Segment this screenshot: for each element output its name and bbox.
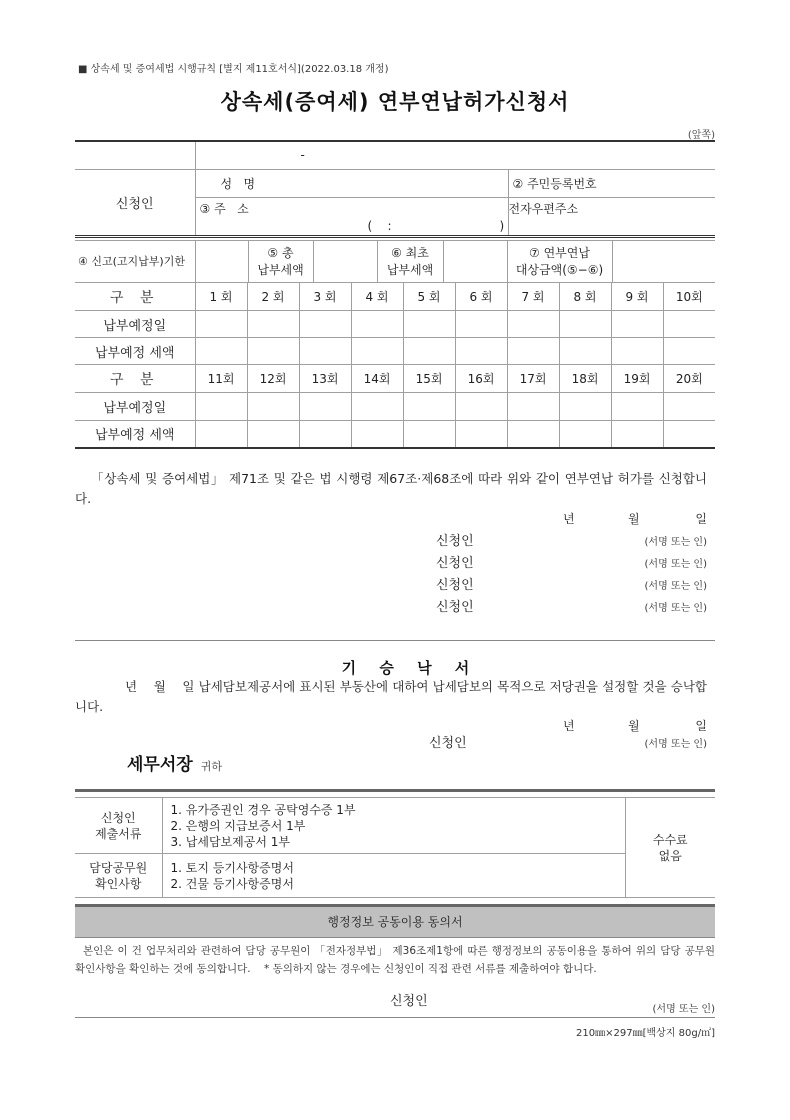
page-side-label: (앞쪽)	[687, 130, 715, 141]
list-item: 2. 은행의 지급보증서 1부	[170, 818, 306, 833]
email-field[interactable]	[508, 197, 715, 236]
amount-cell[interactable]	[351, 338, 403, 365]
due-date-cell[interactable]	[195, 311, 247, 338]
applicant-docs-label	[75, 798, 162, 854]
page-title: 상속세(증여세) 연부연납허가신청서	[220, 90, 570, 114]
deadline-label: ④ 신고(고지납부)기한	[75, 241, 195, 283]
admin-consent-title: 행정정보 공동이용 동의서	[75, 904, 715, 938]
due-date-label: 납부예정일	[75, 393, 195, 421]
admin-consent-signature-field[interactable]: (서명 또는 인)	[652, 1004, 715, 1015]
official-check-label	[75, 854, 162, 898]
addressee-suffix: 귀하	[200, 760, 222, 773]
date-month-field[interactable]: 월	[628, 719, 640, 733]
admin-consent-signer-label: 신청인	[390, 994, 428, 1009]
amount-cell[interactable]	[351, 421, 403, 448]
date-year-field[interactable]: 년	[563, 512, 575, 526]
declaration-date	[75, 510, 707, 528]
applicant-docs-row	[75, 798, 715, 854]
applicant-table	[75, 140, 715, 238]
amount-cell[interactable]	[403, 421, 455, 448]
round-label: 4 회	[351, 283, 403, 311]
initial-tax-label-line2: 납부세액	[386, 262, 434, 277]
round-label: 20회	[663, 365, 715, 393]
initial-tax-field[interactable]	[443, 241, 507, 283]
amount-cell[interactable]	[507, 338, 559, 365]
date-day-field[interactable]: 일	[695, 512, 707, 526]
round-label: 15회	[403, 365, 455, 393]
due-date-cell[interactable]	[455, 311, 507, 338]
signer-row	[75, 530, 707, 552]
round-label: 19회	[611, 365, 663, 393]
date-month-field[interactable]: 월	[628, 512, 640, 526]
total-tax-label	[248, 241, 313, 283]
rrn-field[interactable]	[508, 169, 715, 197]
signer-label: 신청인	[436, 578, 474, 593]
round-label: 13회	[299, 365, 351, 393]
due-date-cell[interactable]	[351, 311, 403, 338]
applicant-docs-label-line2: 제출서류	[95, 826, 142, 841]
schedule-header-row	[75, 283, 715, 311]
phone-open-paren: (	[367, 218, 373, 233]
category-label: 구 분	[75, 365, 195, 393]
signature-field[interactable]: (서명 또는 인)	[644, 559, 707, 570]
due-date-cell[interactable]	[195, 393, 247, 421]
paper-spec: 210㎜×297㎜[백상지 80g/㎡]	[576, 1028, 715, 1039]
documents-table	[75, 797, 715, 898]
signer-label: 신청인	[436, 556, 474, 571]
official-check-row	[75, 854, 715, 898]
amount-cell[interactable]	[455, 421, 507, 448]
round-label: 16회	[455, 365, 507, 393]
list-item: 1. 유가증권인 경우 공탁영수증 1부	[170, 802, 356, 817]
admin-consent-text: 본인은 이 건 업무처리와 관련하여 담당 공무원이 「전자정부법」 제36조제1항에 따른 행정정보의 공동이용을 통하여 위의 담당 공무원 확인사항을 확인하는 것에 동의합니다. * 동의하지 않는 경우에는 신청인이 직접 관련 서류를 제출하여야 합니다.	[75, 945, 719, 975]
due-date-cell[interactable]	[403, 393, 455, 421]
due-date-cell[interactable]	[559, 393, 611, 421]
signature-field[interactable]: (서명 또는 인)	[644, 581, 707, 592]
fee-cell	[625, 798, 715, 898]
address-label: ③ 주 소	[199, 201, 249, 216]
amount-cell[interactable]	[195, 338, 247, 365]
name-label: 성 명	[220, 176, 256, 191]
due-date-cell[interactable]	[507, 393, 559, 421]
tax-summary-table	[75, 240, 715, 283]
tax-summary-row	[75, 241, 715, 283]
round-label: 18회	[559, 365, 611, 393]
signer-label: 신청인	[436, 534, 474, 549]
amount-cell[interactable]	[403, 338, 455, 365]
round-label: 8 회	[559, 283, 611, 311]
list-item: 1. 토지 등기사항증명서	[170, 860, 294, 875]
installment-target-label-line2: 대상금액(⑤−⑥)	[515, 262, 604, 277]
applicant-section-label: 신청인	[75, 169, 195, 236]
official-check-list	[162, 854, 625, 898]
signer-row	[75, 596, 707, 618]
due-date-cell[interactable]	[559, 311, 611, 338]
amount-cell[interactable]	[195, 421, 247, 448]
initial-tax-label-line1: ⑥ 최초	[391, 245, 429, 260]
address-field[interactable]	[195, 197, 508, 236]
applicant-top-label-cell	[75, 141, 195, 169]
due-date-row	[75, 393, 715, 421]
due-date-cell[interactable]	[611, 393, 663, 421]
installment-target-field[interactable]	[612, 241, 715, 283]
amount-label: 납부예정 세액	[75, 338, 195, 365]
due-date-cell[interactable]	[663, 393, 715, 421]
signer-label: 신청인	[436, 600, 474, 615]
due-date-label: 납부예정일	[75, 311, 195, 338]
list-item: 3. 납세담보제공서 1부	[170, 834, 290, 849]
initial-tax-label	[377, 241, 443, 283]
round-label: 9 회	[611, 283, 663, 311]
due-date-row	[75, 311, 715, 338]
addressee	[127, 750, 222, 775]
due-date-cell[interactable]	[403, 311, 455, 338]
amount-row	[75, 421, 715, 448]
round-label: 6 회	[455, 283, 507, 311]
round-label: 5 회	[403, 283, 455, 311]
tax-office-label: 세무서장	[127, 755, 193, 775]
deadline-field[interactable]	[195, 241, 248, 283]
email-label: 전자우편주소	[508, 201, 579, 216]
due-date-cell[interactable]	[247, 393, 299, 421]
signer-row	[75, 552, 707, 574]
amount-cell[interactable]	[247, 338, 299, 365]
applicant-top-row	[75, 141, 715, 169]
due-date-cell[interactable]	[299, 393, 351, 421]
declaration-text: 「상속세 및 증여세법」 제71조 및 같은 법 시행령 제67조·제68조에 따라 위와 같이 연부연납 허가를 신청합니다.	[75, 471, 707, 506]
date-day-field[interactable]: 일	[695, 719, 707, 733]
category-label: 구 분	[75, 283, 195, 311]
signature-field[interactable]: (서명 또는 인)	[644, 739, 707, 750]
signature-field[interactable]: (서명 또는 인)	[644, 603, 707, 614]
round-label: 2 회	[247, 283, 299, 311]
round-label: 17회	[507, 365, 559, 393]
amount-cell[interactable]	[559, 421, 611, 448]
due-date-cell[interactable]	[663, 311, 715, 338]
amount-cell[interactable]	[663, 421, 715, 448]
round-label: 1 회	[195, 283, 247, 311]
applicant-top-field[interactable]: -	[195, 141, 715, 169]
round-label: 7 회	[507, 283, 559, 311]
total-tax-field[interactable]	[313, 241, 377, 283]
round-label: 11회	[195, 365, 247, 393]
name-field[interactable]	[195, 169, 508, 197]
fee-value: 없음	[658, 848, 682, 863]
amount-cell[interactable]	[455, 338, 507, 365]
signer-row	[75, 574, 707, 596]
amount-cell[interactable]	[611, 338, 663, 365]
schedule-header-row	[75, 365, 715, 393]
applicant-name-row	[75, 169, 715, 197]
form-reference: ■ 상속세 및 증여세법 시행규칙 [별지 제11호서식](2022.03.18 개정)	[78, 64, 389, 75]
round-label: 12회	[247, 365, 299, 393]
phone-close-paren: )	[499, 218, 505, 233]
amount-cell[interactable]	[611, 421, 663, 448]
amount-cell[interactable]	[507, 421, 559, 448]
round-label: 3 회	[299, 283, 351, 311]
signature-field[interactable]: (서명 또는 인)	[644, 537, 707, 548]
amount-cell[interactable]	[559, 338, 611, 365]
amount-cell[interactable]	[299, 338, 351, 365]
due-date-cell[interactable]	[507, 311, 559, 338]
total-tax-label-line2: 납부세액	[257, 262, 304, 277]
installment-target-label	[507, 241, 612, 283]
amount-cell[interactable]	[299, 421, 351, 448]
due-date-cell[interactable]	[299, 311, 351, 338]
consent-letter-title: 기 승 낙 서	[341, 659, 479, 677]
bottom-divider	[75, 1017, 715, 1018]
installment-target-label-line1: ⑦ 연부연납	[529, 245, 590, 260]
total-tax-label-line1: ⑤ 총	[267, 245, 294, 260]
signer-label: 신청인	[429, 736, 467, 751]
phone-separator: :	[387, 218, 392, 233]
applicant-docs-label-line1: 신청인	[100, 810, 136, 825]
amount-cell[interactable]	[247, 421, 299, 448]
due-date-cell[interactable]	[351, 393, 403, 421]
due-date-cell[interactable]	[611, 311, 663, 338]
applicant-docs-list	[162, 798, 625, 854]
round-label: 10회	[663, 283, 715, 311]
amount-row	[75, 338, 715, 365]
payment-schedule-table	[75, 282, 715, 449]
rrn-label: ② 주민등록번호	[512, 176, 597, 191]
official-check-label-line2: 확인사항	[95, 876, 142, 891]
amount-cell[interactable]	[663, 338, 715, 365]
date-year-field[interactable]: 년	[563, 719, 575, 733]
phone-field[interactable]	[200, 218, 508, 235]
official-check-label-line1: 담당공무원	[89, 860, 148, 875]
section-divider	[75, 640, 715, 641]
due-date-cell[interactable]	[455, 393, 507, 421]
round-label: 14회	[351, 365, 403, 393]
consent-letter-text: 년 월 일 납세담보제공서에 표시된 부동산에 대하여 납세담보의 목적으로 저당권을 설정할 것을 승낙합니다.	[75, 679, 707, 714]
amount-label: 납부예정 세액	[75, 421, 195, 448]
fee-label: 수수료	[652, 832, 688, 847]
list-item: 2. 건물 등기사항증명서	[170, 876, 294, 891]
section-divider-thick	[75, 789, 715, 792]
due-date-cell[interactable]	[247, 311, 299, 338]
